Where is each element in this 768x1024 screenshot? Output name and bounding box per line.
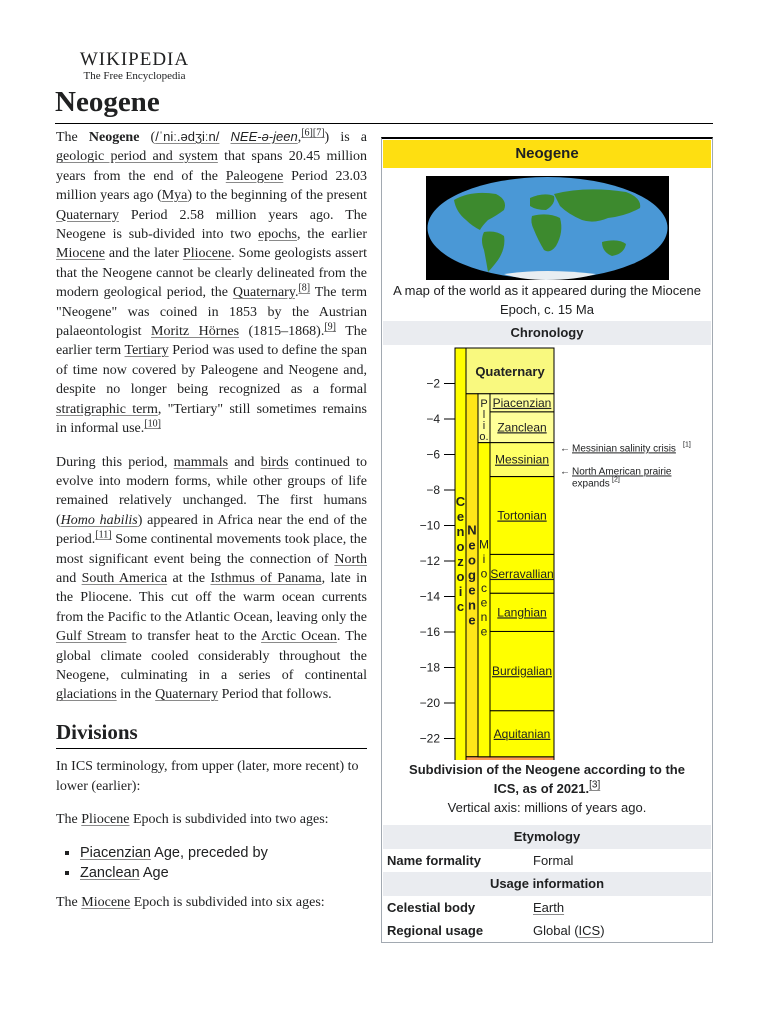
age-label: Zanclean xyxy=(497,420,547,435)
bold-term: Neogene xyxy=(88,130,140,145)
divisions-intro: In ICS terminology, from upper (later, more recent) to lower (earlier): xyxy=(56,759,359,794)
era-letter: e xyxy=(456,508,465,524)
etymology-header: Etymology xyxy=(383,825,711,849)
link-homo-habilis[interactable]: Homo habilis xyxy=(60,512,138,528)
era-letter: i xyxy=(458,583,463,599)
list-item: ▪ Zanclean Age xyxy=(80,863,367,883)
epoch-letter: o xyxy=(480,566,488,581)
epoch-letter: e xyxy=(480,624,488,639)
link-mya[interactable]: Mya xyxy=(161,188,188,204)
link-quaternary-2[interactable]: Quaternary xyxy=(232,285,295,301)
link-isthmus-of-panama[interactable]: Isthmus of Panama xyxy=(210,570,322,586)
period-letter: e xyxy=(468,582,476,598)
link-arctic-ocean[interactable]: Arctic Ocean xyxy=(261,629,337,645)
chart-caption-axis: Vertical axis: millions of years ago. xyxy=(447,800,647,815)
age-label: Aquitanian xyxy=(493,726,551,741)
title-divider xyxy=(55,123,713,124)
map-caption: A map of the world as it appeared during the Miocene Epoch, c. 15 Ma xyxy=(393,283,701,317)
event-label: expands xyxy=(572,478,610,490)
timescale-svg xyxy=(382,345,712,760)
usage-info-header: Usage information xyxy=(383,872,711,896)
axis-tick-label: −6 xyxy=(426,447,440,462)
axis-tick-label: −20 xyxy=(419,696,440,710)
ref-3[interactable]: [3] xyxy=(589,779,601,791)
link-stratigraphic-term[interactable]: stratigraphic term xyxy=(56,401,158,417)
event-ref: [1] xyxy=(683,441,691,449)
infobox xyxy=(381,137,713,943)
period-label: Quaternary xyxy=(475,363,545,379)
chart-caption: Subdivision of the Neogene according to the ICS, as of 2021.[3] xyxy=(409,762,685,796)
epoch-letter: i xyxy=(482,419,486,432)
miocene-world-map[interactable] xyxy=(426,176,669,280)
epoch-letter: i xyxy=(482,552,486,567)
age-label: Langhian xyxy=(497,605,547,620)
row-label: Name formality xyxy=(387,853,481,868)
event-arrow: ← xyxy=(560,443,570,455)
link-gulf-stream[interactable]: Gulf Stream xyxy=(56,629,127,645)
axis-tick-label: −16 xyxy=(419,625,440,639)
period-letter: e xyxy=(468,612,476,628)
ref-6-7[interactable]: [6][7] xyxy=(301,127,325,139)
axis-tick-label: −4 xyxy=(426,412,440,426)
link-zanclean[interactable]: Zanclean xyxy=(80,865,140,882)
epoch-letter: l xyxy=(482,408,486,421)
axis-tick-label: −22 xyxy=(419,731,440,746)
ref-11[interactable]: [11] xyxy=(95,529,112,541)
event-label: Messinian salinity crisis xyxy=(572,443,676,455)
age-label: Burdigalian xyxy=(491,664,553,679)
infobox-row-name-formality xyxy=(382,849,712,872)
axis-tick-label: −18 xyxy=(419,660,440,675)
wikipedia-logo[interactable] xyxy=(78,50,191,83)
ref-8[interactable]: [8] xyxy=(298,282,311,294)
infobox-row-celestial-body xyxy=(382,896,712,919)
world-map-image xyxy=(426,176,669,280)
link-moritz-hornes[interactable]: Moritz Hörnes xyxy=(151,324,240,340)
link-north-america[interactable]: North xyxy=(334,551,367,567)
age-label: Tortonian xyxy=(497,508,547,523)
link-earth[interactable]: Earth xyxy=(533,900,565,915)
article-body xyxy=(56,127,367,927)
link-epochs[interactable]: epochs xyxy=(258,227,297,243)
epoch-letter: o. xyxy=(479,430,489,443)
era-letter: o xyxy=(456,538,465,554)
link-birds[interactable]: birds xyxy=(260,454,289,470)
link-pliocene-2[interactable]: Pliocene xyxy=(81,812,130,827)
epoch-letter: n xyxy=(480,610,488,625)
climate-paragraph: During this period, mammals and birds continued to evolve into modern forms, while other groups of life remained relatively unchanged. The first humans (Homo habilis) appeared in Africa near the end of the period.[11] Some continental movements took place, the most significant event being the connection of North and South America at the Isthmus of Panama, late in the Pliocene. This cut off the warm ocean currents from the Pacific to the Atlantic Ocean, leaving only the Gulf Stream to transfer heat to the Arctic Ocean. The global climate cooled considerably throughout the Neogene, culminating in a series of continental glaciations in the Quaternary Period that follows. xyxy=(56,454,368,703)
link-ics[interactable]: ICS xyxy=(578,923,601,938)
period-letter: o xyxy=(468,552,476,568)
timescale-chart xyxy=(382,345,712,760)
axis-tick-label: −8 xyxy=(426,483,440,497)
link-quaternary[interactable]: Quaternary xyxy=(56,207,119,223)
axis-tick-label: −12 xyxy=(419,554,440,568)
divisions-heading: Divisions xyxy=(56,723,367,749)
row-value: Formal xyxy=(533,853,574,868)
event-label: North American prairie xyxy=(572,466,672,478)
axis-tick-label: −2 xyxy=(426,376,440,391)
row-label: Celestial body xyxy=(387,900,476,915)
intro-paragraph: The Neogene (/ˈniː.ədʒiːn/ NEE-ə-jeen,[6][7]) is a geologic period and system that spans 20.45 million years from the end of the Paleogene Period 23.03 million years ago (Mya) to the beginning of the present Quaternary Period 2.58 million years ago. The Neogene is sub-divided into two epochs, the earlier Miocene and the later Pliocene. Some geologists assert that the Neogene cannot be clearly delineated from the modern geological period, the Quaternary.[8] The term "Neogene" was coined in 1853 by the Austrian palaeontologist Moritz Hörnes (1815–1868).[9] The earlier term Tertiary Period was used to define the span of time now covered by Paleogene and Neogene and, despite no longer being recognized as a formal stratigraphic term, "Tertiary" still sometimes remains in informal use.[10] xyxy=(56,127,367,437)
epoch-letter: c xyxy=(481,581,487,596)
era-letter: C xyxy=(455,493,466,509)
link-quaternary-3[interactable]: Quaternary xyxy=(155,687,219,703)
axis-tick-label: −14 xyxy=(419,589,440,604)
ref-9[interactable]: [9] xyxy=(324,321,336,333)
page-title: Neogene xyxy=(55,86,160,118)
period-letter: n xyxy=(468,597,476,613)
link-geologic-period[interactable]: geologic period and system xyxy=(56,149,218,165)
link-piacenzian[interactable]: Piacenzian xyxy=(80,845,151,862)
infobox-header: Neogene xyxy=(383,140,711,168)
period-letter: g xyxy=(468,567,476,583)
logo-wordmark: WIKIPEDIA xyxy=(79,49,190,70)
period-letter: N xyxy=(467,522,477,538)
ref-10[interactable]: [10] xyxy=(144,418,161,430)
era-letter: n xyxy=(456,523,465,539)
era-letter: c xyxy=(456,598,465,614)
ipa-link[interactable]: /ˈniː.ədʒiːn/ xyxy=(155,129,220,144)
link-south-america[interactable]: South America xyxy=(81,570,168,586)
event-arrow: ← xyxy=(560,466,570,478)
epoch-letter: P xyxy=(480,397,488,410)
link-miocene[interactable]: Miocene xyxy=(56,246,105,262)
infobox-row-regional-usage: Regional usage Global (ICS) xyxy=(382,919,712,942)
event-ref: [2] xyxy=(612,476,620,484)
logo-tagline: The Free Encyclopedia xyxy=(83,70,186,82)
list-item: ▪ Piacenzian Age, preceded by xyxy=(80,843,367,863)
period-letter: e xyxy=(468,537,476,553)
respell-link[interactable]: NEE-ə-jeen xyxy=(230,129,298,144)
pliocene-ages-list xyxy=(56,843,367,883)
row-label: Regional usage xyxy=(387,923,484,938)
age-label: Serravallian xyxy=(490,566,554,581)
link-pliocene[interactable]: Pliocene xyxy=(182,246,232,262)
link-mammals[interactable]: mammals xyxy=(173,454,229,470)
pliocene-intro: The Pliocene Epoch is subdivided into two ages: xyxy=(56,812,329,827)
era-letter: o xyxy=(456,568,465,584)
link-tertiary[interactable]: Tertiary xyxy=(124,343,169,359)
link-miocene-2[interactable]: Miocene xyxy=(81,895,131,911)
age-label: Piacenzian xyxy=(492,395,552,410)
miocene-intro: The Miocene Epoch is subdivided into six ages: xyxy=(56,895,325,911)
link-paleogene[interactable]: Paleogene xyxy=(225,168,284,184)
epoch-letter: e xyxy=(480,595,488,610)
epoch-letter: M xyxy=(479,537,489,552)
era-letter: z xyxy=(457,553,464,569)
age-label: Messinian xyxy=(494,452,550,467)
link-glaciations[interactable]: glaciations xyxy=(56,687,117,703)
axis-tick-label: −10 xyxy=(419,518,440,533)
chronology-header: Chronology xyxy=(383,321,711,345)
